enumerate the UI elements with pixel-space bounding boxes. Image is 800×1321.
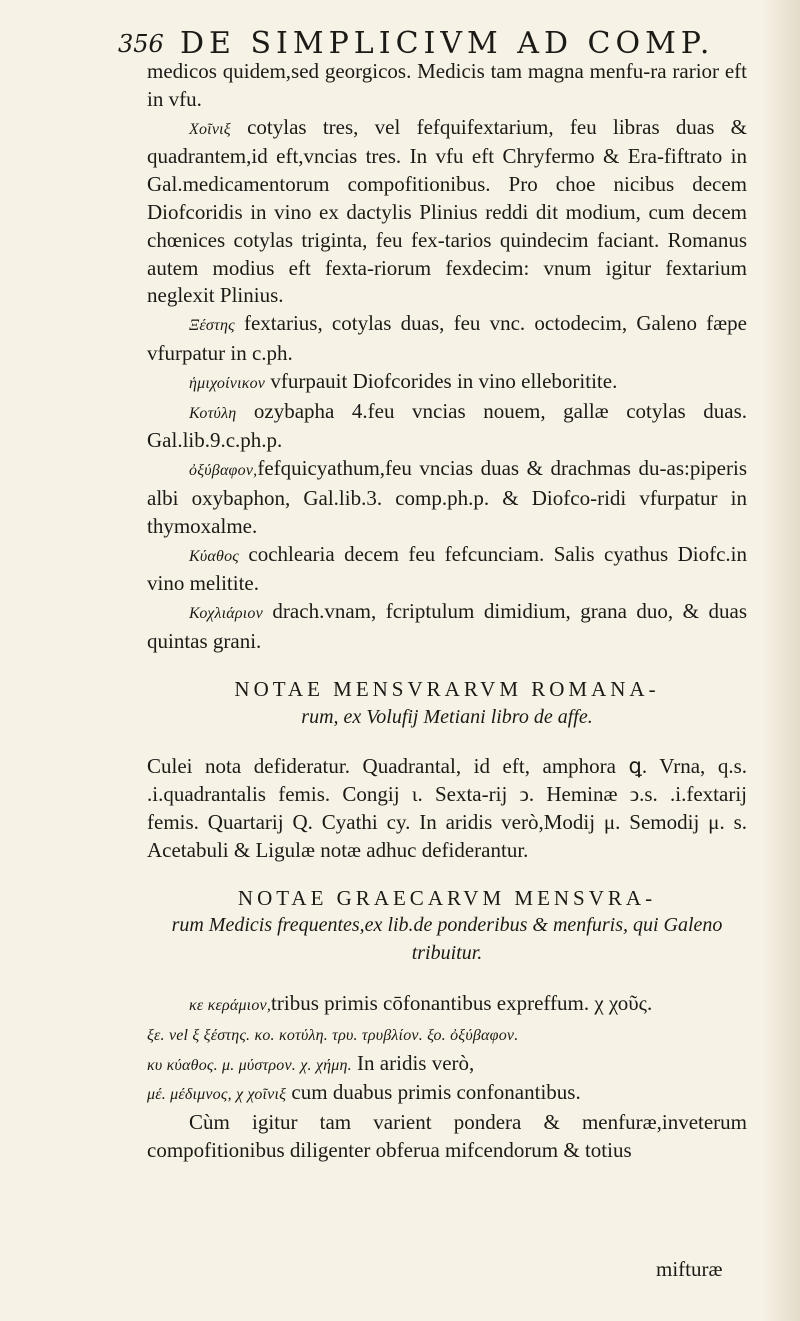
greek-abbrev: ξε. vel ξ ξέστης. κο. κοτύλη. τρυ. τρυβλίον. ξο. ὀξύβαφον. (147, 1026, 519, 1044)
paragraph-text: ozybapha 4.feu vncias nouem, gallæ cotylas duas. Gal.lib.9.c.ph.p. (147, 398, 747, 453)
paragraph-text: drach.vnam, fcriptulum dimidium, grana duo, & duas quintas grani. (147, 599, 747, 653)
greek-term: ὀξύβαφον, (189, 462, 258, 480)
greek-abbrev: κυ κύαθος. μ. μύστρον. χ. χήμη. (147, 1056, 352, 1074)
section-heading-greek: NOTAE GRAECARVM MENSVRA- (237, 885, 657, 910)
greek-term: Ξέστης (189, 317, 235, 335)
greek-term: Κοχλιάριον (189, 605, 263, 623)
paragraph-kotyle (147, 398, 747, 456)
paragraph-hemichoinikon (147, 368, 747, 398)
greek-notes-line-3 (147, 1050, 747, 1080)
greek-term: Κοτύλη (189, 404, 237, 422)
page-edge-shadow (762, 0, 800, 1321)
paragraph-choenix (147, 114, 747, 311)
paragraph-text: cochlearia decem feu fefcunciam. Salis cyathus Diofc.in vino melitite. (147, 541, 747, 596)
notes-text: cum duabus primis confonantibus. (286, 1080, 581, 1105)
paragraph-text: medicos quidem,sed georgicos. Medicis tam magna menfu-ra rarior eft in vfu. (147, 59, 747, 111)
greek-term: Κύαθος (189, 547, 239, 565)
section-subheading-greek: rum Medicis frequentes,ex lib.de ponderibus & menfuris, qui Galeno tribuitur. (171, 914, 723, 965)
paragraph-text: fefquicyathum,feu vncias duas & drachmas du-as:piperis albi oxybaphon, Gal.lib.3. comp.ph.p. & Diofco-ridi vfurpatur in thymoxalme. (147, 456, 747, 538)
paragraph-xestes (147, 310, 747, 368)
paragraph-text: cotylas tres, vel fefquifextarium, feu libras duas & quadrantem,id eft,vncias tres. In vfu eft Chryfermo & Era-fiftrato in Gal.medicamentorum compofitionibus. Pro choe nicibus decem Diofcoridis in vino ex dactylis Plinius reddi dit modium, cum decem chœnices cotylas triginta, feu fex-tarios quindecim faciant. Romanus autem modius eft fexta-riorum fexdecim: vnum igitur fextarium neglexit Plinius. (147, 114, 747, 308)
notes-text: tribus primis cōfonantibus expreffum. χ χοῦς. (271, 990, 653, 1015)
greek-notes-line-1 (147, 990, 747, 1020)
greek-abbrev: μέ. μέδιμνος, χ χοῖνιξ (147, 1086, 287, 1104)
running-head: DE SIMPLICIVM AD COMP. (180, 26, 715, 61)
paragraph-intro (147, 58, 747, 114)
section-heading-roman: NOTAE MENSVRARVM ROMANA- (234, 676, 660, 701)
greek-notes-line-2 (147, 1020, 747, 1050)
page-body (147, 58, 747, 1165)
closing-paragraph: Cùm igitur tam varient pondera & menfuræ,inveterum compofitionibus diligenter obferua mifcendorum & totius (147, 1110, 747, 1162)
greek-abbrev: κε κεράμιον, (189, 996, 272, 1014)
greek-term: Χοῖνιξ (189, 120, 231, 138)
greek-term: ἡμιχοίνικον (189, 374, 266, 392)
greek-notes-line-4 (147, 1079, 747, 1109)
paragraph-text: vfurpauit Diofcorides in vino elleboritite. (265, 368, 618, 393)
page-number: 356 (118, 30, 164, 58)
paragraph-kyathos (147, 541, 747, 599)
paragraph-text: fextarius, cotylas duas, feu vnc. octodecim, Galeno fæpe vfurpatur in c.ph. (147, 311, 747, 365)
roman-notes-paragraph: Culei nota defideratur. Quadrantal, id eft, amphora ꝗ. Vrna, q.s. .i.quadrantalis femis. Congij ɩ. Sexta-rij ↄ. Heminæ ↄ.s. .i.fextarij femis. Quartarij Q. Cyathi cy. In aridis verò,Modij μ. Semodij μ. s. Acetabuli & Ligulæ notæ adhuc defiderantur. (147, 754, 747, 862)
notes-text: In aridis verò, (351, 1050, 475, 1075)
section-subheading-roman: rum, ex Volufij Metiani libro de affe. (301, 705, 593, 728)
paragraph-kochliarion (147, 598, 747, 656)
paragraph-oxybaphon (147, 455, 747, 540)
catchword: mifturæ (656, 1257, 723, 1281)
